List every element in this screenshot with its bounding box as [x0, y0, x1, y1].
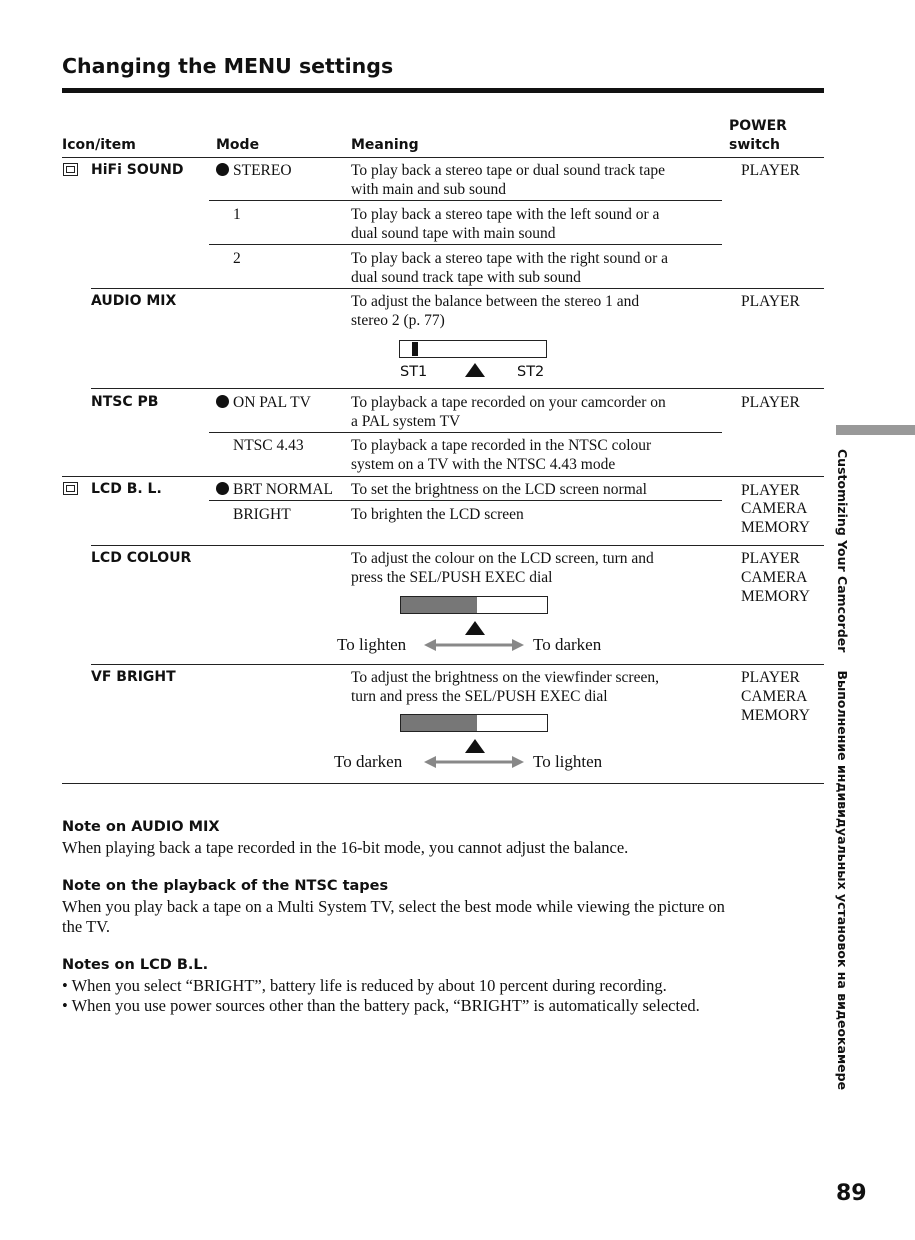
mode-on-pal-tv: ON PAL TV	[216, 393, 311, 412]
meaning-on-pal-1: To playback a tape recorded on your camcorder on	[351, 394, 666, 411]
default-mark-icon	[216, 395, 229, 408]
center-marker-icon	[465, 739, 485, 753]
label-to-lighten: To lighten	[533, 752, 603, 771]
note-lcd-heading: Notes on LCD B.L.	[62, 957, 209, 973]
meaning-mode2-1: To play back a stereo tape with the right sound or a	[351, 250, 669, 267]
double-arrow-icon	[424, 755, 524, 769]
meaning-brt-normal: To set the brightness on the LCD screen normal	[351, 481, 647, 498]
power-lcd-bl-3: MEMORY	[741, 519, 810, 536]
header-meaning: Meaning	[351, 137, 419, 153]
meaning-vf-bright-2: turn and press the SEL/PUSH EXEC dial	[351, 688, 608, 705]
meaning-ntsc-443-1: To playback a tape recorded in the NTSC colour	[351, 437, 652, 454]
lcd-colour-gauge	[400, 596, 548, 614]
table-bottom-rule	[62, 783, 824, 784]
mode-1: 1	[233, 206, 241, 223]
side-tab-bar	[836, 425, 915, 435]
page-title: Changing the MENU settings	[62, 54, 394, 78]
power-lcd-colour-2: CAMERA	[741, 569, 808, 586]
note-ntsc-heading: Note on the playback of the NTSC tapes	[62, 878, 389, 894]
power-vf-bright-2: CAMERA	[741, 688, 808, 705]
note-audio-mix-heading: Note on AUDIO MIX	[62, 819, 220, 835]
header-mode: Mode	[216, 137, 260, 153]
audio-mix-indicator	[412, 342, 418, 356]
power-lcd-colour-3: MEMORY	[741, 588, 810, 605]
header-rule	[62, 157, 824, 158]
power-lcd-bl-2: CAMERA	[741, 500, 808, 517]
mode-ntsc-443: NTSC 4.43	[233, 437, 304, 454]
side-tab-label	[832, 449, 852, 1090]
double-arrow-icon	[424, 638, 524, 652]
power-ntsc-pb: PLAYER	[741, 394, 800, 411]
meaning-lcd-colour-2: press the SEL/PUSH EXEC dial	[351, 569, 553, 586]
mode-2: 2	[233, 250, 241, 267]
meaning-mode1-2: dual sound tape with main sound	[351, 225, 556, 242]
audio-mix-gauge	[399, 340, 547, 358]
note-audio-mix-text: When playing back a tape recorded in the 16-bit mode, you cannot adjust the balance.	[62, 838, 629, 857]
meaning-lcd-colour-1: To adjust the colour on the LCD screen, turn and	[351, 550, 654, 567]
side-tab-russian: Выполнение индивидуальных установок на видеокамере	[835, 670, 850, 1091]
item-vf-bright: VF BRIGHT	[91, 669, 176, 685]
page-number: 89	[836, 1181, 867, 1206]
label-st1: ST1	[400, 364, 428, 380]
item-audio-mix: AUDIO MIX	[91, 293, 177, 309]
item-lcd-bl: LCD B. L.	[91, 481, 162, 497]
meaning-on-pal-2: a PAL system TV	[351, 413, 461, 430]
item-lcd-colour: LCD COLOUR	[91, 550, 192, 566]
meaning-ntsc-443-2: system on a TV with the NTSC 4.43 mode	[351, 456, 616, 473]
meaning-stereo-2: with main and sub sound	[351, 181, 506, 198]
header-icon-item: Icon/item	[62, 137, 136, 153]
center-marker-icon	[465, 621, 485, 635]
power-vf-bright-1: PLAYER	[741, 669, 800, 686]
meaning-stereo-1: To play back a stereo tape or dual sound track tape	[351, 162, 665, 179]
power-lcd-colour-1: PLAYER	[741, 550, 800, 567]
playback-menu-icon	[63, 163, 78, 176]
power-vf-bright-3: MEMORY	[741, 707, 810, 724]
note-ntsc-text-1: When you play back a tape on a Multi System TV, select the best mode while viewing the picture on	[62, 897, 725, 916]
label-to-darken: To darken	[533, 635, 602, 654]
header-power-2: switch	[729, 137, 781, 153]
title-rule	[62, 88, 824, 93]
mode-bright: BRIGHT	[233, 506, 291, 523]
center-marker-icon	[465, 363, 485, 377]
label-to-lighten: To lighten	[337, 635, 407, 654]
meaning-audio-mix-1: To adjust the balance between the stereo 1 and	[351, 293, 640, 310]
meaning-bright: To brighten the LCD screen	[351, 506, 524, 523]
default-mark-icon	[216, 163, 229, 176]
meaning-vf-bright-1: To adjust the brightness on the viewfinder screen,	[351, 669, 659, 686]
label-st2: ST2	[517, 364, 545, 380]
side-tab-english: Customizing Your Camcorder	[835, 449, 850, 653]
header-power-1: POWER	[729, 118, 787, 134]
note-lcd-bullet-1: • When you select “BRIGHT”, battery life is reduced by about 10 percent during recording.	[62, 976, 667, 995]
item-hifi-sound: HiFi SOUND	[91, 162, 184, 178]
power-lcd-bl-1: PLAYER	[741, 482, 800, 499]
note-lcd-bullet-2: • When you use power sources other than the battery pack, “BRIGHT” is automatically selected.	[62, 996, 700, 1015]
meaning-mode1-1: To play back a stereo tape with the left sound or a	[351, 206, 660, 223]
item-ntsc-pb: NTSC PB	[91, 394, 159, 410]
lcd-colour-fill	[401, 597, 477, 613]
vf-bright-fill	[401, 715, 477, 731]
meaning-mode2-2: dual sound track tape with sub sound	[351, 269, 581, 286]
default-mark-icon	[216, 482, 229, 495]
lcd-menu-icon	[63, 482, 78, 495]
label-to-darken: To darken	[334, 752, 403, 771]
power-audio-mix: PLAYER	[741, 293, 800, 310]
mode-stereo: STEREO	[216, 161, 292, 180]
vf-bright-gauge	[400, 714, 548, 732]
note-ntsc-text-2: the TV.	[62, 917, 110, 936]
mode-brt-normal: BRT NORMAL	[216, 480, 333, 499]
power-hifi-sound: PLAYER	[741, 162, 800, 179]
meaning-audio-mix-2: stereo 2 (p. 77)	[351, 312, 445, 329]
